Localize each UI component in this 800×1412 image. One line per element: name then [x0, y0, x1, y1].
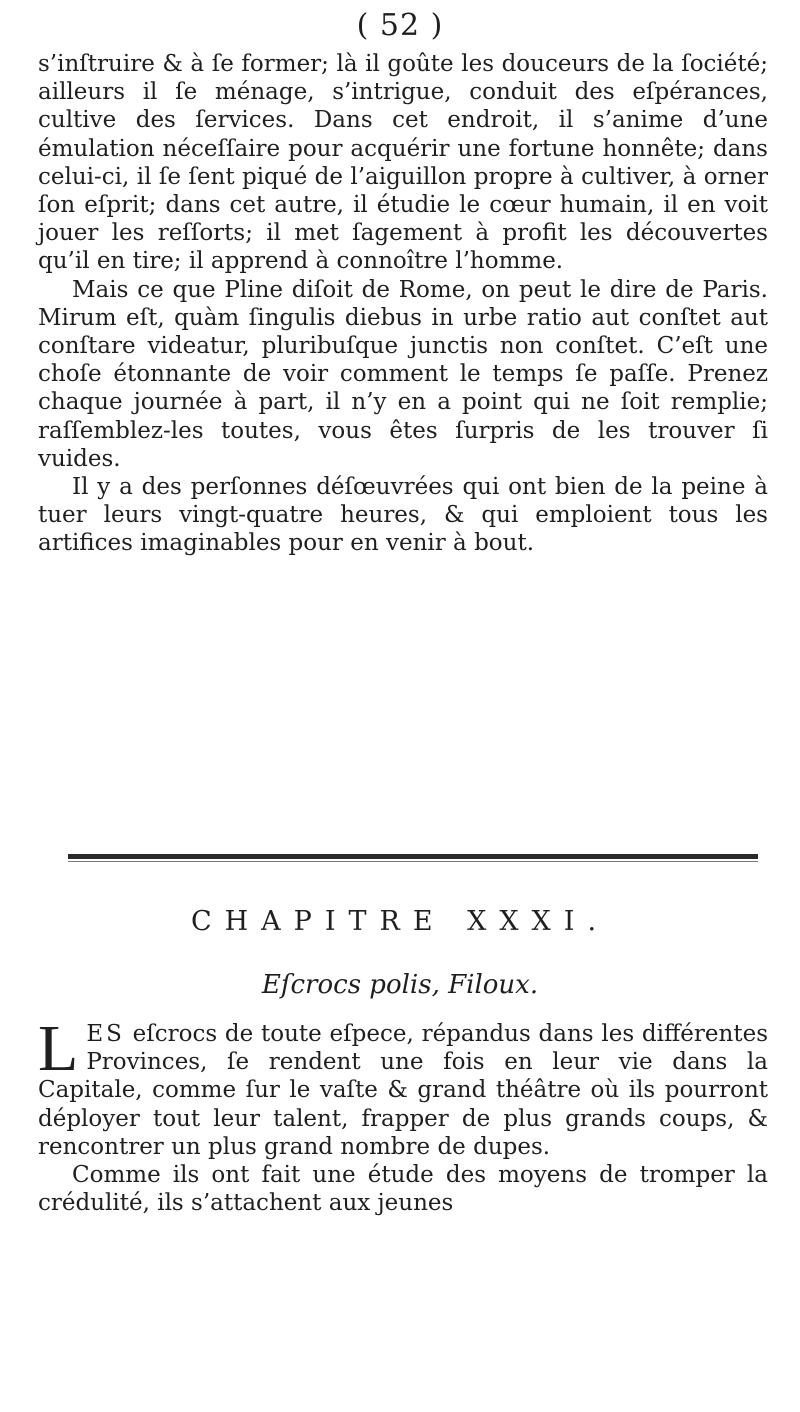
first-word-rest: ES [86, 1021, 125, 1047]
paragraph: s’inſtruire & à ſe former; là il goûte les douceurs de la ſociété; ailleurs il ſe ménage, s’intrigue, conduit des eſpérances, cultive des ſervices. Dans cet endroit, il s’anime d’une émulation néceſſaire pour acquérir une fortune honnête; dans celui-ci, il ſe ſent piqué de l’aiguillon propre à cultiver, à orner ſon eſprit; dans cet autre, il étudie le cœur humain, il en voit jouer les reſſorts; il met ſagement à profit les découvertes qu’il en tire; il apprend à connoître l’homme. [38, 51, 768, 275]
drop-cap: L [38, 1012, 79, 1085]
text-block-top [38, 50, 768, 558]
page-number: ( 52 ) [356, 8, 444, 43]
paragraph: Comme ils ont fait une étude des moyens de tromper la crédulité, ils s’attachent aux jeunes [38, 1162, 768, 1217]
chapter-subtitle: Eſcrocs polis, Filoux. [261, 970, 539, 1000]
paragraph-text: eſcrocs de toute eſpece, répandus dans les différentes Provinces, ſe rendent une fois en leur vie dans la Capitale, comme ſur le vaſte & grand théâtre où ils pourront déployer tout leur talent, frapper de plus grands coups, & rencontrer un plus grand nombre de dupes. [38, 1021, 768, 1160]
paragraph: Il y a des perſonnes déſœuvrées qui ont bien de la peine à tuer leurs vingt-quatre heures, & qui emploient tous les artifices imaginables pour en venir à bout. [38, 474, 768, 557]
chapter-divider-thin-rule [68, 861, 758, 862]
text-block-bottom [38, 1012, 768, 1217]
chapter-heading: CHAPITRE XXXI. [190, 906, 610, 937]
paragraph [38, 1012, 768, 1161]
chapter-divider-rule [68, 854, 758, 859]
paragraph: Mais ce que Pline diſoit de Rome, on peut le dire de Paris. Mirum eſt, quàm ſingulis diebus in urbe ratio aut conſtet aut conſtare videatur, pluribuſque junctis non conſtet. C’eſt une choſe étonnante de voir comment le temps ſe paſſe. Prenez chaque journée à part, il n’y en a point qui ne ſoit remplie; raſſemblez-les toutes, vous êtes ſurpris de les trouver ſi vuides. [38, 276, 768, 472]
